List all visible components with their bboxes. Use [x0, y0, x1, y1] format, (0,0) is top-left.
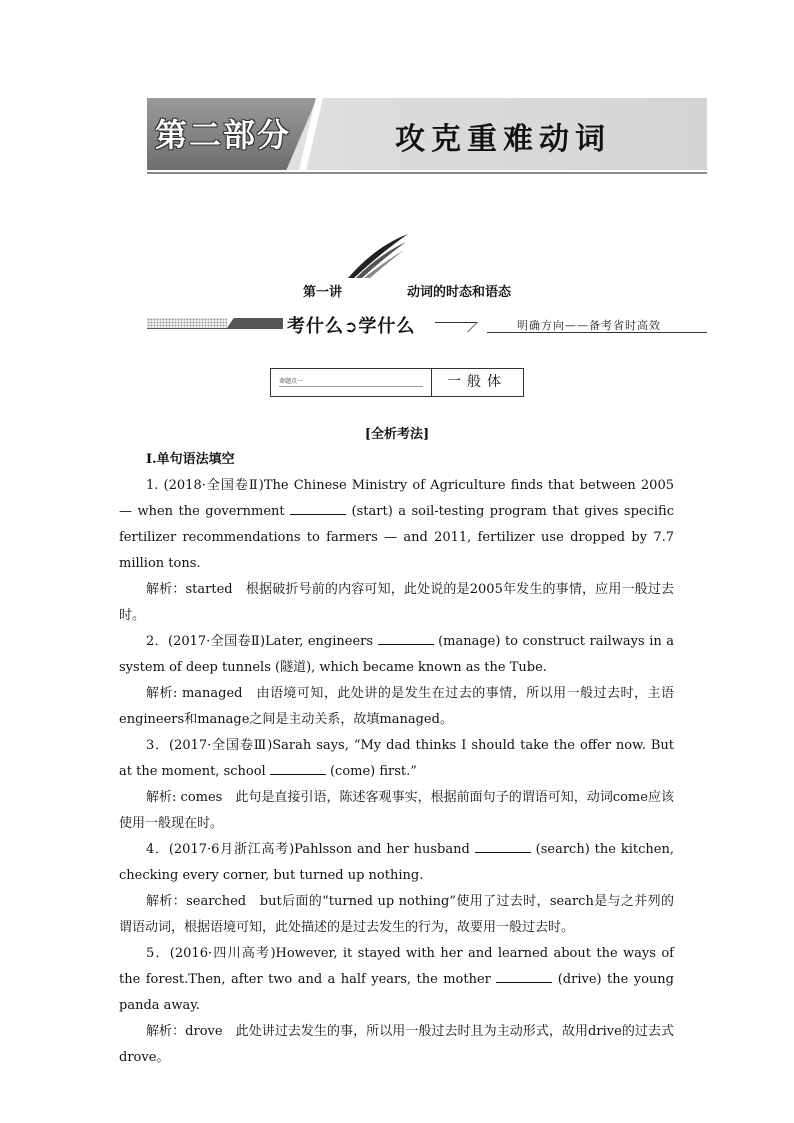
strip-title-right: 学什么 — [358, 316, 416, 337]
question-text: 1. (2018·全国卷Ⅱ)The Chinese Ministry of Agriculture finds that between 2005 — when the government — [119, 478, 674, 519]
answer-blank — [378, 630, 434, 645]
answer-blank — [290, 500, 346, 515]
part-banner — [147, 98, 707, 174]
topic-tag-line — [279, 386, 423, 387]
answer-blank — [270, 760, 326, 775]
question-text: 4．(2017·6月浙江高考)Pahlsson and her husband — [146, 842, 475, 857]
answer-4: 解析：searched but后面的“turned up nothing”使用了过去时，search是与之并列的谓语动词，根据语境可知，此处描述的是过去发生的行为，故要用一般过去时。 — [119, 894, 674, 935]
arrow-icon: ➲ — [344, 317, 359, 336]
answer-5: 解析：drove 此处讲过去发生的事，所以用一般过去时且为主动形式，故用drive的过去式drove。 — [119, 1024, 674, 1065]
question-text: (come) first.” — [325, 764, 417, 779]
question-text: 2．(2017·全国卷Ⅱ)Later, engineers — [146, 634, 378, 649]
topic-name: 一般体 — [447, 374, 507, 390]
banner-underline — [147, 172, 707, 174]
question-text: (start) a soil-testing program that gives specific fertilizer recommendations to farmers — and 2011, fertilizer use dropped by 7.7 million tons. — [119, 504, 674, 571]
strip-bar — [227, 318, 283, 328]
swoosh-icon — [346, 232, 410, 280]
strip-line — [147, 328, 283, 329]
question-text: (search) the kitchen, checking every corner, but turned up nothing. — [119, 842, 674, 883]
strip-dots — [147, 318, 227, 328]
question-text: 5．(2016·四川高考)However, it stayed with her and learned about the ways of the forest.Then, after two and a half years, the mother — [119, 946, 674, 987]
strip-subtitle: 明确方向——备考省时高效 — [517, 319, 661, 332]
lecture-title: 动词的时态和语态 — [407, 285, 512, 300]
question-4 — [119, 837, 674, 889]
question-1 — [119, 473, 674, 577]
section-heading: [全析考法] — [364, 427, 430, 442]
answer-1: 解析：started 根据破折号前的内容可知，此处说的是2005年发生的事情，应用一般过去时。 — [119, 582, 674, 623]
answer-3: 解析: comes 此句是直接引语，陈述客观事实，根据前面句子的谓语可知，动词come应该使用一般现在时。 — [119, 790, 674, 831]
strip-slant — [467, 322, 488, 332]
answer-blank — [475, 838, 531, 853]
topic-box — [270, 368, 524, 397]
question-2 — [119, 629, 674, 681]
question-text: 3．(2017·全国卷Ⅲ)Sarah says, “My dad thinks I should take the offer now. But at the moment, school — [119, 738, 674, 779]
question-3 — [119, 733, 674, 785]
answer-2: 解析: managed 由语境可知，此处讲的是发生在过去的事情，所以用一般过去时，主语engineers和manage之间是主动关系，故填managed。 — [119, 686, 674, 727]
section-strip — [147, 312, 707, 336]
topic-tag: 命题点一 — [279, 378, 304, 385]
exercise-content — [119, 447, 674, 1071]
strip-line — [435, 322, 477, 323]
strip-title-left: 考什么 — [287, 316, 344, 337]
question-text: (drive) the young panda away. — [119, 972, 674, 1013]
part-label: 第二部分 — [155, 116, 292, 154]
part-title: 攻克重难动词 — [395, 122, 611, 157]
question-text: (manage) to construct railways in a system of deep tunnels (隧道), which became known as the Tube. — [119, 634, 674, 675]
subsection-title: Ⅰ.单句语法填空 — [146, 452, 235, 467]
question-5 — [119, 941, 674, 1019]
topic-tag-cell — [271, 369, 432, 396]
strip-title — [287, 312, 415, 338]
lecture-number: 第一讲 — [303, 285, 343, 300]
answer-blank — [496, 968, 552, 983]
